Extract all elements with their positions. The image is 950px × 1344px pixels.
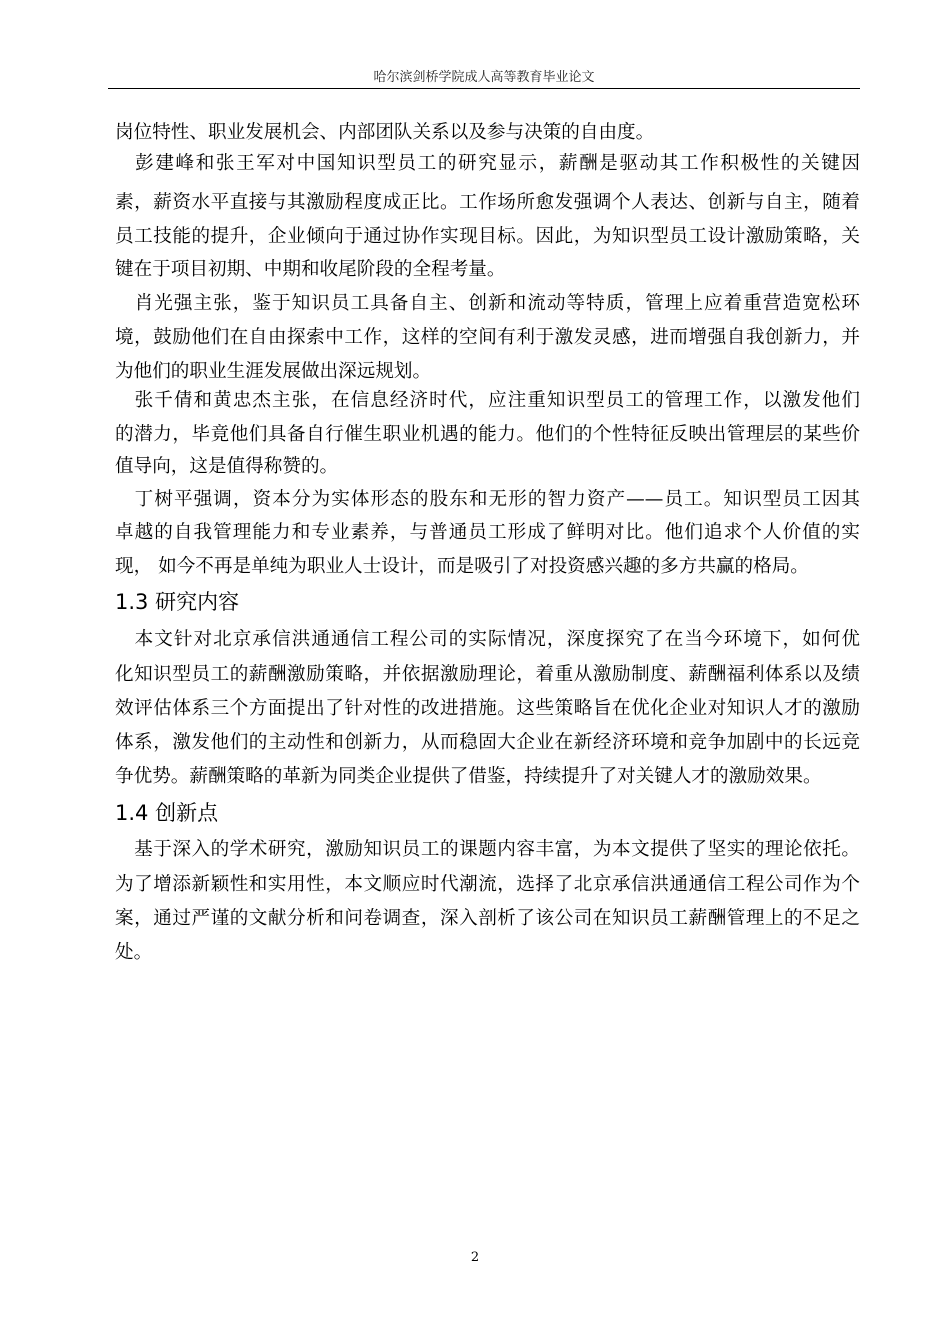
paragraph-line: 值导向，这是值得称赞的。 [115, 456, 339, 477]
paragraph-line: 化知识型员工的薪酬激励策略，并依据激励理论，着重从激励制度、薪酬福利体系以及绩 [115, 664, 860, 685]
paragraph-line: 为他们的职业生涯发展做出深远规划。 [115, 361, 432, 382]
paragraph-line: 肖光强主张，鉴于知识员工具备自主、创新和流动等特质，管理上应着重营造宽松环 [115, 293, 860, 314]
paragraph-line: 键在于项目初期、中期和收尾阶段的全程考量。 [115, 259, 506, 280]
paragraph-line: 境，鼓励他们在自由探索中工作，这样的空间有利于激发灵感，进而增强自我创新力，并 [115, 327, 860, 348]
paragraph-line: 争优势。薪酬策略的革新为同类企业提供了借鉴，持续提升了对关键人才的激励效果。 [115, 766, 822, 787]
paragraph-line: 卓越的自我管理能力和专业素养，与普通员工形成了鲜明对比。他们追求个人价值的实 [115, 522, 860, 543]
paragraph-line: 彭建峰和张王军对中国知识型员工的研究显示，薪酬是驱动其工作积极性的关键因 [115, 153, 860, 174]
paragraph-line: 体系，激发他们的主动性和创新力，从而稳固大企业在新经济环境和竞争加剧中的长远竞 [115, 732, 860, 753]
paragraph-line: 案，通过严谨的文献分析和问卷调查，深入剖析了该公司在知识员工薪酬管理上的不足之 [115, 908, 860, 929]
paragraph-line: 效评估体系三个方面提出了针对性的改进措施。这些策略旨在优化企业对知识人才的激励 [115, 698, 860, 719]
paragraph-line: 素，薪资水平直接与其激励程度成正比。工作场所愈发强调个人表达、创新与自主，随着 [115, 192, 860, 213]
paragraph-line: 岗位特性、职业发展机会、内部团队关系以及参与决策的自由度。 [115, 122, 655, 143]
paragraph-line: 处。 [115, 942, 153, 963]
header-rule [108, 88, 860, 89]
paragraph-line: 员工技能的提升，企业倾向于通过协作实现目标。因此，为知识型员工设计激励策略，关 [115, 226, 860, 247]
paragraph-line: 丁树平强调，资本分为实体形态的股东和无形的智力资产——员工。知识型员工因其 [115, 489, 860, 510]
paragraph-line: 的潜力，毕竟他们具备自行催生职业机遇的能力。他们的个性特征反映出管理层的某些价 [115, 424, 860, 445]
paragraph-line: 现， 如今不再是单纯为职业人士设计，而是吸引了对投资感兴趣的多方共赢的格局。 [115, 556, 809, 577]
paragraph-line: 张千倩和黄忠杰主张，在信息经济时代，应注重知识型员工的管理工作，以激发他们 [115, 390, 860, 411]
paragraph-line: 本文针对北京承信洪通通信工程公司的实际情况，深度探究了在当今环境下，如何优 [115, 629, 860, 650]
running-header: 哈尔滨剑桥学院成人高等教育毕业论文 [373, 70, 595, 85]
paragraph-line: 为了增添新颖性和实用性，本文顺应时代潮流，选择了北京承信洪通通信工程公司作为个 [115, 874, 860, 895]
section-heading: 1.4 创新点 [115, 801, 219, 825]
paragraph-line: 基于深入的学术研究，激励知识员工的课题内容丰富，为本文提供了坚实的理论依托。 [115, 839, 860, 860]
section-heading: 1.3 研究内容 [115, 590, 240, 614]
page-number: 2 [470, 1250, 480, 1265]
